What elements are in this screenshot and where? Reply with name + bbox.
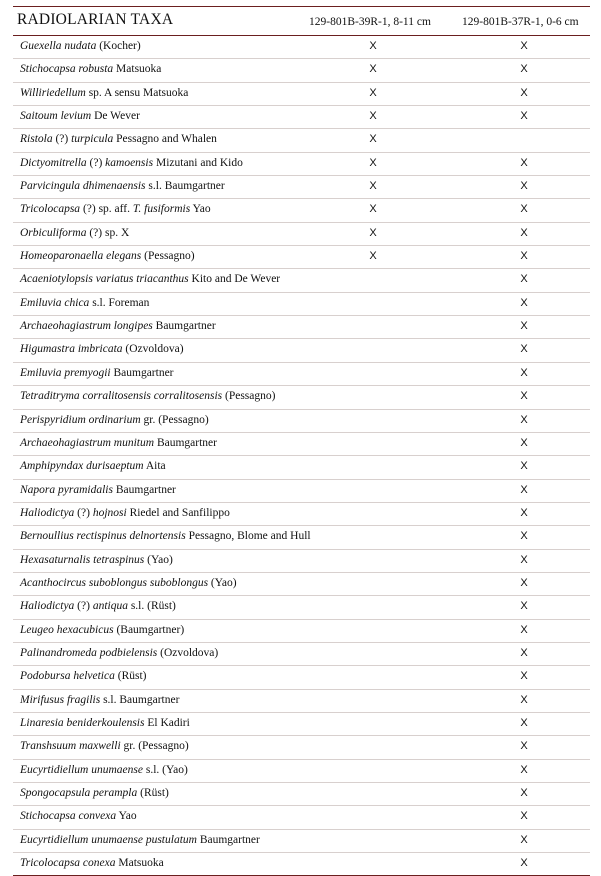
occurrence-mark-37r: X: [520, 740, 528, 753]
taxon-roman-part: sp. A sensu Matsuoka: [85, 86, 189, 99]
taxon-italic-part: Parvicingula dhimenaensis: [20, 180, 146, 193]
taxon-name: [20, 250, 195, 262]
taxon-italic-part: Mirifusus fragilis: [20, 693, 101, 706]
taxon-roman-part: Baumgartner: [196, 833, 260, 846]
taxon-roman-part: (Yao): [144, 553, 173, 566]
table-row: [13, 480, 590, 503]
table-row: [13, 36, 590, 59]
occurrence-mark-37r: X: [520, 646, 528, 659]
taxon-roman-part: (?): [86, 156, 106, 169]
occurrence-mark-37r: X: [520, 693, 528, 706]
taxon-name: [20, 554, 173, 566]
table-row: [13, 59, 590, 82]
occurrence-mark-37r: X: [520, 763, 528, 776]
taxon-italic-part: Higumastra imbricata: [20, 343, 123, 356]
taxon-name: [20, 787, 169, 799]
taxon-italic-part: Ristola: [20, 133, 53, 146]
taxon-name: [20, 203, 211, 215]
table-row: [13, 433, 590, 456]
table-row: [13, 620, 590, 643]
table-row: [13, 176, 590, 199]
taxon-roman-part: (?): [52, 133, 72, 146]
taxon-roman-part: Pessagno, Blome and Hull: [185, 530, 311, 543]
taxon-roman-part: Yao: [190, 203, 211, 216]
occurrence-mark-39r: X: [369, 226, 377, 239]
table-row: [13, 153, 590, 176]
taxon-name: [20, 437, 217, 449]
taxon-name: [20, 530, 311, 542]
taxon-roman-part: (?): [74, 506, 93, 519]
occurrence-mark-37r: X: [520, 390, 528, 403]
table-row: [13, 339, 590, 362]
taxon-name: [20, 87, 188, 99]
taxon-italic-part: Linaresia beniderkoulensis: [20, 716, 145, 729]
table-body: [13, 36, 590, 876]
table-row: [13, 526, 590, 549]
taxon-roman-part: Baumgartner: [154, 436, 217, 449]
taxon-name: [20, 40, 141, 52]
occurrence-mark-39r: X: [369, 156, 377, 169]
table-row: [13, 223, 590, 246]
table-row: [13, 456, 590, 479]
table-row: [13, 573, 590, 596]
taxon-italic-part: Podobursa helvetica: [20, 670, 115, 683]
taxon-italic-part: Haliodictya: [20, 506, 75, 519]
table-row: [13, 363, 590, 386]
occurrence-mark-37r: X: [520, 506, 528, 519]
table-row: [13, 643, 590, 666]
occurrence-mark-37r: X: [520, 226, 528, 239]
taxon-roman-part: Baumgartner: [152, 320, 216, 333]
table-row: [13, 269, 590, 292]
taxon-italic-part: Napora pyramidalis: [20, 483, 113, 496]
taxon-roman-part: (?): [74, 600, 93, 613]
taxon-roman-part: s.l. Baumgartner: [145, 180, 225, 193]
occurrence-mark-37r: X: [520, 63, 528, 76]
taxon-italic-part: turpicula: [71, 133, 114, 146]
taxon-italic-part: antiqua: [92, 600, 128, 613]
taxon-name: [20, 343, 184, 355]
table-row: [13, 106, 590, 129]
taxon-roman-part: (Pessagno): [141, 250, 195, 263]
taxon-italic-part: Archaeohagiastrum munitum: [20, 436, 155, 449]
taxon-roman-part: s.l. (Yao): [142, 763, 188, 776]
occurrence-mark-39r: X: [369, 110, 377, 123]
taxon-roman-part: (Pessagno): [222, 390, 276, 403]
occurrence-mark-37r: X: [520, 413, 528, 426]
taxon-italic-part: Haliodictya: [20, 600, 75, 613]
table-row: [13, 246, 590, 269]
taxon-roman-part: s.l. Foreman: [89, 296, 150, 309]
occurrence-mark-37r: X: [520, 436, 528, 449]
taxon-name: [20, 297, 149, 309]
occurrence-mark-37r: X: [520, 810, 528, 823]
taxon-italic-part: Acaeniotylopsis variatus triacanthus: [20, 273, 189, 286]
occurrence-mark-37r: X: [520, 623, 528, 636]
taxon-roman-part: Baumgartner: [112, 483, 176, 496]
table-row: [13, 666, 590, 689]
taxon-italic-part: Dictyomitrella: [20, 156, 87, 169]
taxon-italic-part: Amphipyndax durisaeptum: [20, 460, 144, 473]
taxon-name: [20, 507, 230, 519]
taxon-roman-part: (Rüst): [114, 670, 147, 683]
taxon-name: [20, 764, 188, 776]
taxon-name: [20, 180, 225, 192]
header-taxa: RADIOLARIAN TAXA: [17, 11, 174, 28]
table-row: [13, 316, 590, 339]
table-row: [13, 783, 590, 806]
table-row: [13, 830, 590, 853]
taxon-italic-part: Spongocapsula perampla: [20, 787, 138, 799]
taxon-roman-part: Kito and De Wever: [188, 273, 281, 286]
header-sample-37r: 129-801B-37R-1, 0-6 cm: [462, 16, 579, 28]
table-row: [13, 806, 590, 829]
taxon-italic-part: Eucyrtidiellum unumaense: [20, 763, 143, 776]
taxon-roman-part: gr. (Pessagno): [140, 413, 209, 426]
taxon-italic-part: Orbiculiforma: [20, 226, 87, 239]
occurrence-mark-37r: X: [520, 576, 528, 589]
table-row: [13, 853, 590, 876]
taxon-italic-part: Guexella nudata: [20, 40, 97, 52]
taxon-italic-part: hojnosi: [92, 506, 127, 519]
table-row: [13, 690, 590, 713]
occurrence-mark-37r: X: [520, 530, 528, 543]
taxon-name: [20, 227, 129, 239]
occurrence-mark-39r: X: [369, 86, 377, 99]
table-row: [13, 550, 590, 573]
taxon-roman-part: (Ozvoldova): [157, 646, 219, 659]
taxon-italic-part: Stichocapsa convexa: [20, 810, 117, 823]
occurrence-mark-39r: X: [369, 180, 377, 193]
taxon-italic-part: T. fusiformis: [132, 203, 191, 216]
table-row: [13, 386, 590, 409]
table-header: [13, 6, 590, 36]
taxon-name: [20, 460, 166, 472]
taxon-name: [20, 694, 179, 706]
taxon-roman-part: (Baumgartner): [113, 623, 185, 636]
occurrence-mark-39r: X: [369, 203, 377, 216]
taxon-roman-part: (Kocher): [96, 40, 141, 52]
taxon-name: [20, 63, 161, 75]
taxon-italic-part: Eucyrtidiellum unumaense pustulatum: [20, 833, 197, 846]
taxon-italic-part: Tricolocapsa conexa: [20, 857, 116, 870]
taxon-roman-part: (Rüst): [137, 787, 169, 799]
occurrence-mark-37r: X: [520, 857, 528, 870]
occurrence-mark-37r: X: [520, 320, 528, 333]
taxon-roman-part: (?) sp. aff.: [80, 203, 133, 216]
taxon-italic-part: Leugeo hexacubicus: [20, 623, 114, 636]
taxon-name: [20, 670, 146, 682]
taxon-italic-part: Palinandromeda podbielensis: [20, 646, 158, 659]
occurrence-mark-39r: X: [369, 250, 377, 263]
taxon-italic-part: Saitoum levium: [20, 110, 92, 123]
taxon-italic-part: Perispyridium ordinarium: [20, 413, 141, 426]
occurrence-mark-37r: X: [520, 483, 528, 496]
table-row: [13, 713, 590, 736]
occurrence-mark-37r: X: [520, 670, 528, 683]
table-row: [13, 199, 590, 222]
occurrence-mark-37r: X: [520, 343, 528, 356]
taxon-italic-part: Homeoparonaella elegans: [20, 250, 142, 263]
table-row: [13, 503, 590, 526]
table-row: [13, 83, 590, 106]
occurrence-mark-37r: X: [520, 366, 528, 379]
taxon-roman-part: Matsuoka: [115, 857, 164, 870]
occurrence-mark-37r: X: [520, 86, 528, 99]
taxon-roman-part: s.l. (Rüst): [127, 600, 176, 613]
taxon-italic-part: Williriedellum: [20, 86, 86, 99]
taxon-italic-part: Archaeohagiastrum longipes: [20, 320, 153, 333]
taxon-roman-part: Baumgartner: [110, 366, 174, 379]
taxon-roman-part: gr. (Pessagno): [120, 740, 189, 753]
table-row: [13, 293, 590, 316]
taxon-name: [20, 647, 218, 659]
taxon-italic-part: Stichocapsa robusta: [20, 63, 114, 76]
occurrence-mark-39r: X: [369, 133, 377, 146]
taxon-roman-part: (Ozvoldova): [122, 343, 184, 356]
taxon-roman-part: s.l. Baumgartner: [100, 693, 180, 706]
occurrence-mark-39r: X: [369, 40, 377, 52]
occurrence-mark-37r: X: [520, 460, 528, 473]
taxon-name: [20, 717, 190, 729]
taxon-italic-part: Tetraditryma corralitosensis corralitosensis: [20, 390, 223, 403]
occurrence-mark-39r: X: [369, 63, 377, 76]
occurrence-mark-37r: X: [520, 40, 528, 52]
taxon-name: [20, 484, 176, 496]
occurrence-mark-37r: X: [520, 787, 528, 799]
occurrence-mark-37r: X: [520, 600, 528, 613]
occurrence-mark-37r: X: [520, 250, 528, 263]
taxon-name: [20, 157, 243, 169]
taxon-name: [20, 414, 209, 426]
taxon-roman-part: Matsuoka: [113, 63, 162, 76]
taxon-italic-part: Bernoullius rectispinus delnortensis: [20, 530, 186, 543]
occurrence-mark-37r: X: [520, 296, 528, 309]
table-row: [13, 596, 590, 619]
taxon-name: [20, 320, 216, 332]
taxon-italic-part: Tricolocapsa: [20, 203, 81, 216]
occurrence-mark-37r: X: [520, 833, 528, 846]
occurrence-mark-37r: X: [520, 553, 528, 566]
table-row: [13, 410, 590, 433]
taxon-name: [20, 110, 140, 122]
taxon-name: [20, 273, 280, 285]
taxon-name: [20, 857, 164, 869]
taxon-italic-part: Acanthocircus suboblongus suboblongus: [20, 576, 209, 589]
occurrence-mark-37r: X: [520, 110, 528, 123]
occurrence-mark-37r: X: [520, 180, 528, 193]
taxon-roman-part: El Kadiri: [144, 716, 190, 729]
taxon-name: [20, 834, 260, 846]
taxon-name: [20, 810, 137, 822]
taxon-name: [20, 367, 174, 379]
table-row: [13, 736, 590, 759]
taxon-roman-part: De Wever: [91, 110, 140, 123]
taxon-italic-part: Emiluvia premyogii: [20, 366, 111, 379]
taxon-name: [20, 600, 176, 612]
taxon-roman-part: Pessagno and Whalen: [113, 133, 217, 146]
taxon-italic-part: kamoensis: [105, 156, 154, 169]
taxon-roman-part: Mizutani and Kido: [153, 156, 243, 169]
header-sample-39r: 129-801B-39R-1, 8-11 cm: [309, 16, 431, 28]
taxon-roman-part: Aita: [143, 460, 166, 473]
taxon-roman-part: (?) sp. X: [86, 226, 130, 239]
occurrence-mark-37r: X: [520, 203, 528, 216]
taxon-italic-part: Hexasaturnalis tetraspinus: [20, 553, 145, 566]
taxon-name: [20, 133, 217, 145]
taxon-roman-part: Riedel and Sanfilippo: [126, 506, 230, 519]
taxon-name: [20, 390, 275, 402]
taxon-name: [20, 624, 184, 636]
radiolarian-table: [13, 6, 590, 876]
occurrence-mark-37r: X: [520, 716, 528, 729]
taxon-roman-part: (Yao): [208, 576, 237, 589]
taxon-roman-part: Yao: [116, 810, 137, 823]
table-row: [13, 760, 590, 783]
taxon-name: [20, 740, 189, 752]
table-row: [13, 129, 590, 152]
taxon-italic-part: Emiluvia chica: [20, 296, 90, 309]
taxon-name: [20, 577, 237, 589]
taxon-italic-part: Transhsuum maxwelli: [20, 740, 121, 753]
occurrence-mark-37r: X: [520, 273, 528, 286]
occurrence-mark-37r: X: [520, 156, 528, 169]
